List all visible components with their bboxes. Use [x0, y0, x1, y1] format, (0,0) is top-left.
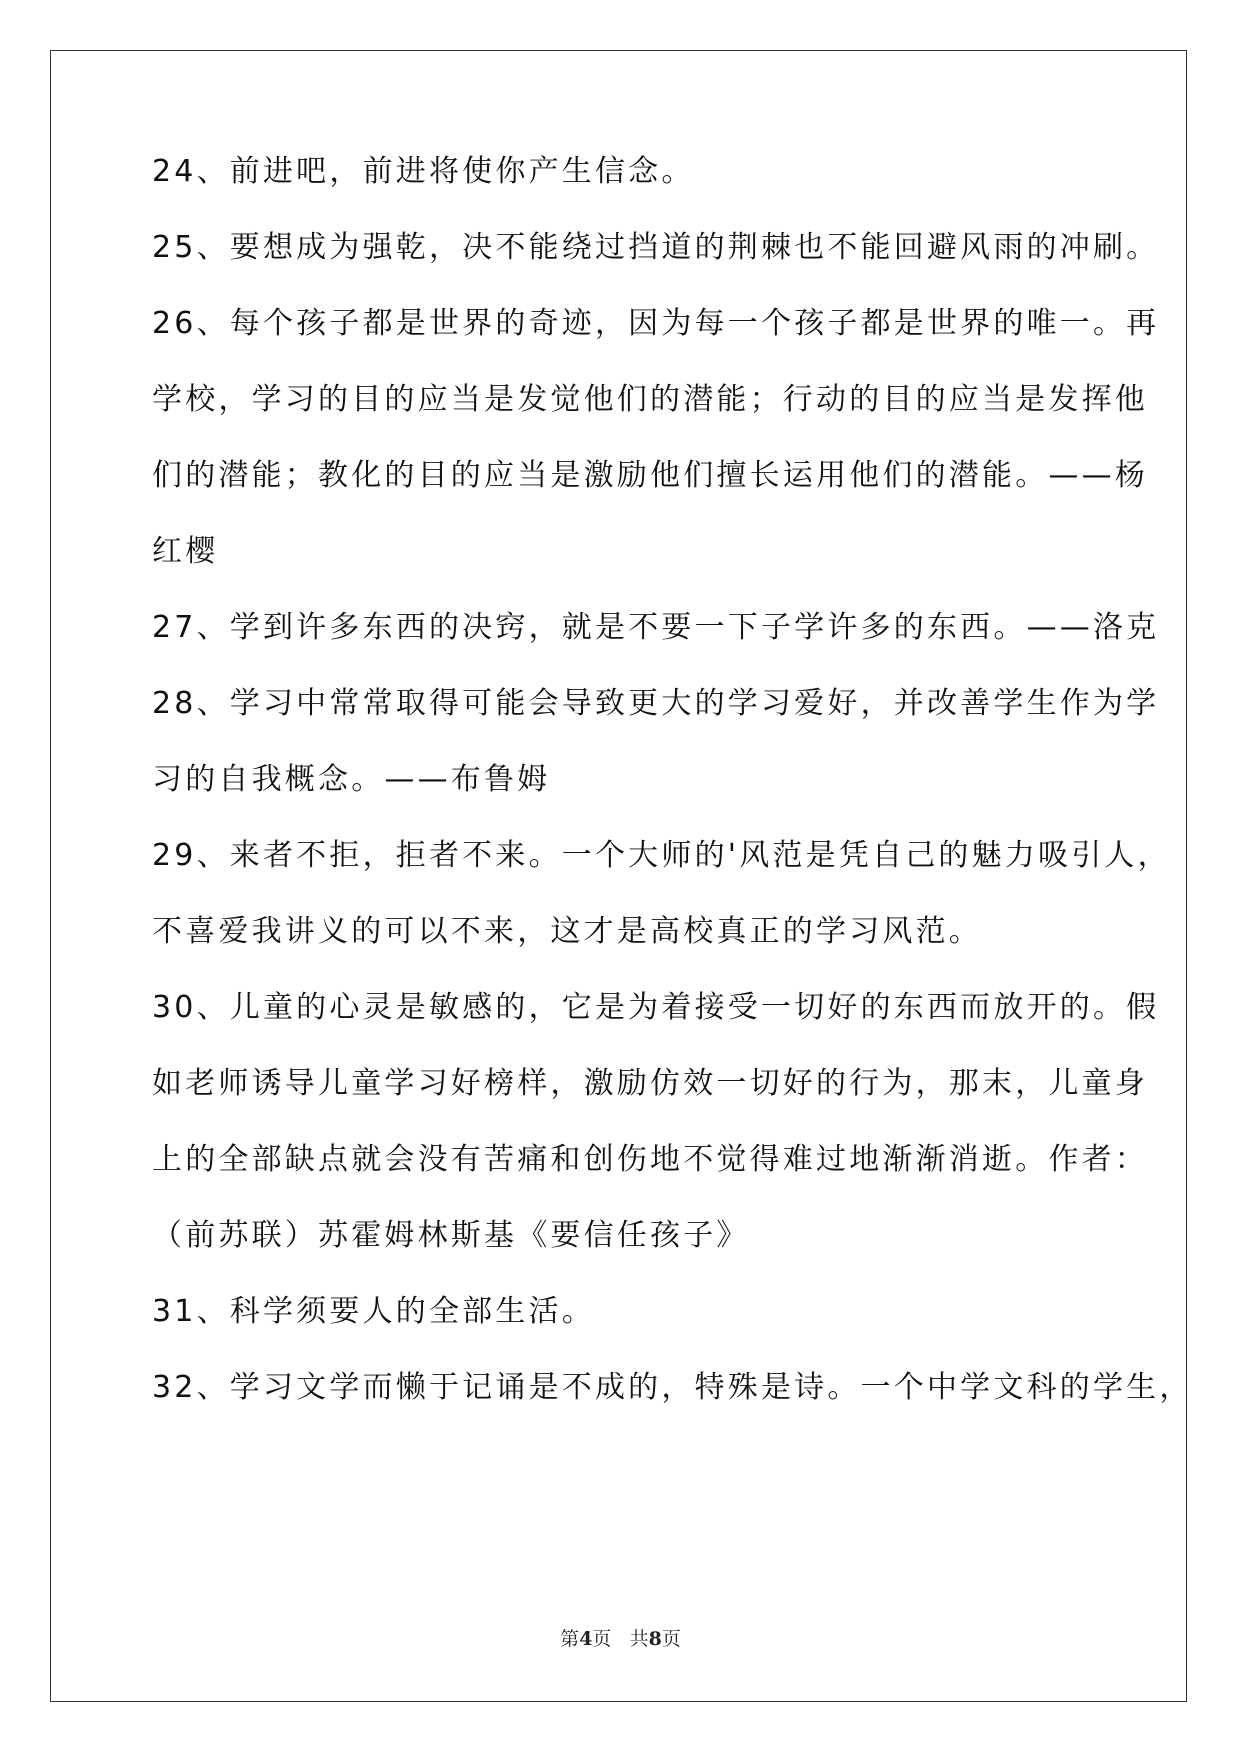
page-number: 4	[579, 1628, 593, 1650]
text-line: 学校，学习的目的应当是发觉他们的潜能；行动的目的应当是发挥他	[152, 382, 1148, 417]
total-pages: 8	[648, 1628, 662, 1650]
text-line: 24、前进吧，前进将使你产生信念。	[152, 154, 695, 189]
text-line: 不喜爱我讲义的可以不来，这才是高校真正的学习风范。	[152, 914, 982, 949]
total-suffix: 页	[661, 1628, 681, 1650]
text-line: 31、科学须要人的全部生活。	[152, 1294, 595, 1329]
total-prefix: 共	[629, 1628, 649, 1650]
page-border	[50, 50, 1187, 1702]
text-line: 红樱	[152, 534, 219, 569]
text-line: 29、来者不拒，拒者不来。一个大师的'风范是凭自己的魅力吸引人，	[152, 838, 1171, 873]
text-line: 27、学到许多东西的决窍，就是不要一下子学许多的东西。——洛克	[152, 610, 1160, 645]
page-footer	[0, 1624, 1241, 1651]
page-prefix: 第	[560, 1628, 580, 1650]
text-line: 们的潜能；教化的目的应当是激励他们擅长运用他们的潜能。——杨	[152, 458, 1148, 493]
text-line: 26、每个孩子都是世界的奇迹，因为每一个孩子都是世界的唯一。再	[152, 306, 1160, 341]
text-line: 25、要想成为强乾，决不能绕过挡道的荆棘也不能回避风雨的冲刷。	[152, 230, 1160, 265]
page-suffix: 页	[592, 1628, 612, 1650]
text-line: 上的全部缺点就会没有苦痛和创伤地不觉得难过地渐渐消逝。作者：	[152, 1142, 1148, 1177]
text-line: 30、儿童的心灵是敏感的，它是为着接受一切好的东西而放开的。假	[152, 990, 1160, 1025]
text-line: 习的自我概念。——布鲁姆	[152, 762, 551, 797]
text-line: 32、学习文学而懒于记诵是不成的，特殊是诗。一个中学文科的学生，	[152, 1370, 1193, 1405]
text-line: 如老师诱导儿童学习好榜样，激励仿效一切好的行为，那末，儿童身	[152, 1066, 1148, 1101]
text-line: （前苏联）苏霍姆林斯基《要信任孩子》	[152, 1218, 750, 1253]
text-line: 28、学习中常常取得可能会导致更大的学习爱好，并改善学生作为学	[152, 686, 1160, 721]
